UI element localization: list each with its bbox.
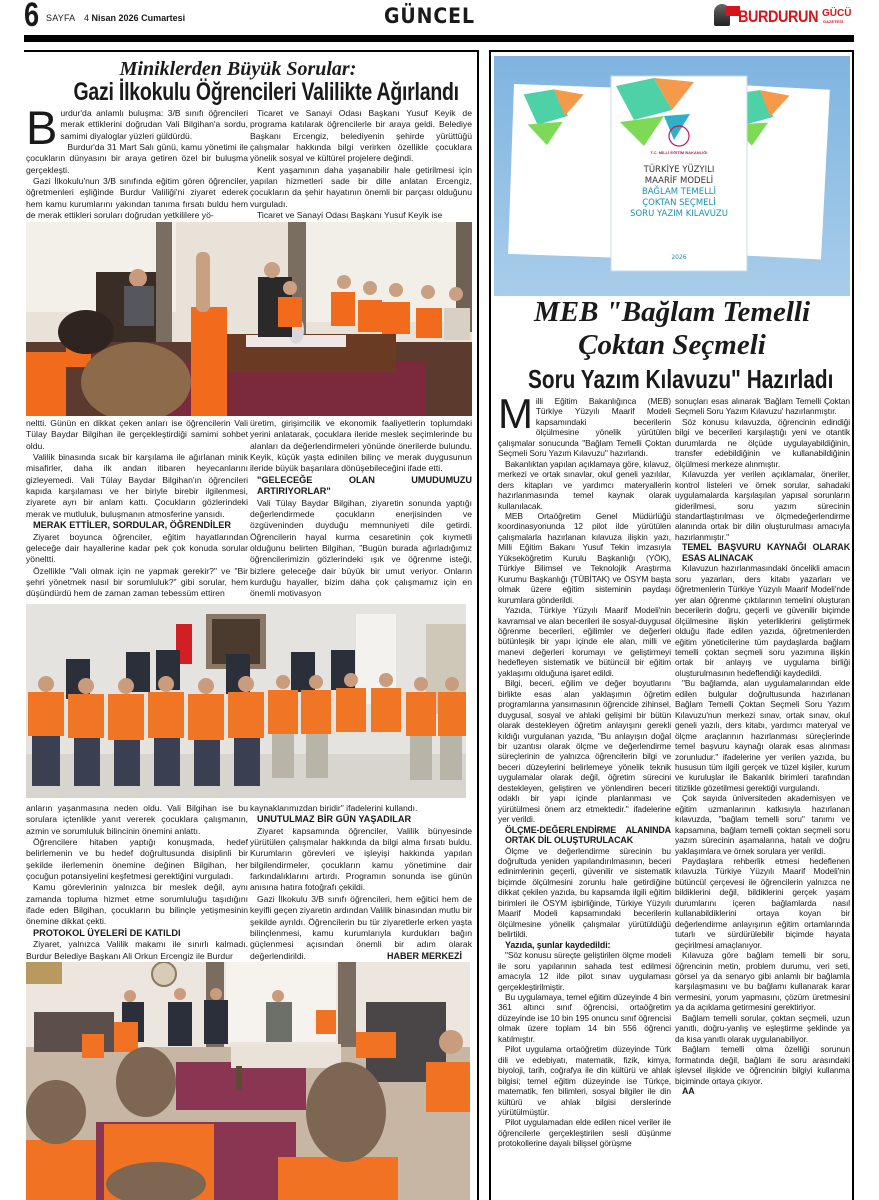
right-col2 — [675, 396, 850, 1097]
paragraph: Söz konusu kılavuzda, öğrencinin edindiği bilgi ve becerileri karşılaştığı yeni ve otantik durumlarda ne ölçüde uygulayabildiğinin, transfer edebildiğinin ve kullanabildiğinin ölçülmesi merkeze alınmıştır. — [675, 416, 850, 469]
date-weekday: Cumartesi — [141, 13, 186, 23]
paragraph: Kent yaşamının daha yaşanabilir hale getirilmesi için yapılan hizmetleri sade bir dille anlatan Ercengiz, çocukların da şehir hayatının önemli bir parçası olduğunu vurguladı. — [250, 164, 472, 209]
paragraph: Burdur'da 31 Mart Salı günü, kamu yönetimi ile çocukların dünyasını bir araya getiren özel bir buluşma gerçekleşti. — [26, 142, 248, 175]
page-number: 6 — [24, 0, 40, 34]
article-headline-part1 — [492, 296, 852, 362]
photo-students-in-office — [26, 222, 472, 416]
paragraph: Öğrencilere hitaben yaptığı konuşmada, hedef belirlemenin ve bu hedef doğrultusunda disiplinli bir şekilde ilerlemenin önemine değinen Bilgihan, her çocuğun potansiyelini keşfetmesi gerektiğini vurguladı. — [26, 837, 248, 882]
left-col2-top — [250, 108, 472, 221]
subheading: PROTOKOL ÜYELERİ DE KATILDI — [33, 927, 181, 938]
left-col1-top — [26, 101, 248, 221]
header-rule — [24, 35, 854, 42]
paragraph: Ziyaret, yalnızca Valilik makamı ile sınırlı kalmadı. Burdur Belediye Başkanı Ali Orkun Ercengiz ile Burdur — [26, 939, 248, 961]
paragraph: Kılavuzun hazırlanmasındaki öncelikli amacın soru yazarları, ders kitabı yazarları ve öğretmenlerin Türkiye Yüzyılı Maarif Modeli'nde yer alan öğrenme çıktılarının temelini oluşturan becerilerin doğru, geçerli ve güvenilir biçimde ölçülmesine ilişkin yeterliklerini geliştirmek olduğu ifade edilen yazıda, öğretmenlerden eğitim yöneticilerine tüm paydaşlarda bağlam temelli çoktan seçmeli soru yazımına ilişkin ortak bir anlayış ve uygulama birliği oluşturulmasının hedeflendiği kaydedildi. — [675, 563, 850, 678]
paragraph: anların yaşanmasına neden oldu. Vali Bilgihan ise bu sorulara içtenlikle yanıt vererek çocuklara çalışmanın, azmin ve sorumluluk bilincinin önemini anlattı. — [26, 803, 248, 836]
lead-paragraph: Burdur'da anlamlı buluşma: 3/B sınıfı öğrencileri merak ettiklerini doğrudan Vali Bilgihan'a sordu, samimi diyaloglar yüzleri güldürdü. — [26, 101, 248, 154]
photo-group-portrait — [26, 604, 466, 798]
lead-paragraph: Milli Eğitim Bakanlığınca (MEB) Türkiye Yüzyılı Maarif Modeli kapsamındaki becerilerin ölçülmesine yönelik yürütülen çalışmalar sonucunda "Bağlam Temelli Çoktan Seçmeli Soru Yazım Kılavuzu" hazırlandı. — [498, 390, 671, 459]
cover-line1: TÜRKİYE YÜZYILI — [643, 165, 715, 175]
paragraph: Bağlam temelli sorular, çoktan seçmeli, uzun yanıtlı, doğru-yanlış ve eşleştirme şeklinde ya da kısa yanıtlı olarak uygulanabiliyor. — [675, 1012, 850, 1044]
cover-line4: ÇOKTAN SEÇMELİ — [642, 198, 716, 208]
paragraph: Ticaret ve Sanayi Odası Başkanı Yusuf Keyik de programa katılarak öğrencilerle bir araya geldi. Belediye Başkanı Ercengiz, belediyenin şehirde yürüttüğü çalışmalar hakkında bilgi verirken özellikle çocuklara yönelik sosyal ve kültürel projelere değindi. — [250, 108, 472, 164]
paragraph: Özellikle "Vali olmak için ne yapmak gerekir?" ve "Bir şehri yönetmek nasıl bir sorumluluk?" gibi sorular, hem düşündürdü hem de zaman zaman tebessüm ettiren — [26, 565, 248, 599]
paragraph: Kılavuzda yer verilen açıklamalar, öneriler, kontrol listeleri ve örnek sorular, sahadaki uygulamalarda karşılaşılan yapısal sorunların giderilmesi, soru yazım sürecinin standartlaştırılması ve ölçmedeğerlendirme alanında ortak bir dilin oluşturulması amacıyla hazırlanmıştır." — [675, 469, 850, 542]
paragraph: Vali Tülay Baydar Bilgihan, ziyaretin sonunda yaptığı değerlendirmede çocukların enerjisinden ve özgüveninden duyduğu memnuniyeti dile getirdi. Öğrencilerin hayal kurma cesaretinin çok kıymetli olduğunu belirten Bilgihan, "Bugün burada ağırladığımız öğrencilerimizin gözlerindeki ışık ve öğrenme isteği, bizlere geleceğe dair büyük bir umut veriyor. Onların kurduğu hayaller, bizim daha çok çalışmamız için en önemli motivasyon — [250, 497, 472, 599]
paragraph: Ziyaret boyunca öğrenciler, eğitim hayatlarından geleceğe dair hayallerine kadar pek çok konuda sorular yöneltti. — [26, 531, 248, 565]
subheading: Yazıda, şunlar kaydedildi: — [505, 939, 611, 950]
subheading: "GELECEĞE OLAN UMUDUMUZU ARTIRIYORLAR" — [257, 474, 472, 497]
newspaper-logo[interactable] — [714, 3, 854, 27]
logo-sub: GÜCÜ — [822, 8, 852, 19]
paragraph: Gazi İlkokulu'nun 3/B sınıfında eğitim gören öğrenciler, öğretmenleri eşliğinde Burdur Valiliği'ni ziyaret ederek hem kamu kurumlarını yakından tanıma fırsatı buldu hem de merak ettikleri soruları doğrudan yetkililere yö- — [26, 176, 248, 221]
byline: HABER MERKEZİ — [386, 950, 462, 961]
cover-year: 2026 — [671, 254, 687, 261]
paragraph: Bağlam temelli olma özelliği sorunun formatında değil, bağlam ile soru arasındaki işlevsel ilişkide ve öğrencinin bilgiyi kullanma biçiminde ortaya çıkıyor. — [675, 1044, 850, 1086]
paragraph: Bilgi, beceri, eğilim ve değer boyutlarını birlikte esas alan yaklaşımın öğretim programlarına yansımasının öğrencide zihinsel, duygusal, sosyal ve ahlaki gelişimi bir bütün olarak destekleyen öğretim anlayışını gerekli kıldığı vurgulanan yazıda, "Bu anlayışın doğal bir uzantısı olarak ölçme ve değerlendirme süreçlerinin de yalnızca öğrencilerin bilgi ve beceri düzeylerini belirlemeye yönelik teknik uygulamalar olarak değil, öğretim sürecini destekleyen, geliştiren ve yönlendiren beceri odaklı bir yapı içinde planlanması ve yürütülmesi önem arz etmektedir." ifadelerine yer verildi. — [498, 678, 671, 825]
left-col2-mid — [250, 418, 472, 600]
section-title: GÜNCEL — [384, 4, 475, 28]
paragraph: Ticaret ve Sanayi Odası Başkanı Yusuf Keyik ise — [257, 210, 443, 221]
paragraph: MEB Ortaöğretim Genel Müdürlüğü koordinasyonunda 12 pilot ilde yürütülen çalışmalarla hazırlanan kılavuza ilişkin yazı, Milli Eğitim Bakanı Yusuf Tekin imzasıyla Yükseköğretim Kurulu Başkanlığı (YÖK), Türkiye Bilimsel ve Teknolojik Araştırma Kurumu Başkanlığı (TÜBİTAK) ve ÖSYM başta olmak üzere eğitim sisteminin paydaşı kurumlara gönderildi. — [498, 510, 671, 605]
article-headline: Gazi İlkokulu Öğrencileri Valilikte Ağırlandı — [73, 78, 459, 106]
logo-small: GAZETESİ — [823, 19, 844, 24]
paragraph: Gazi İlkokulu 3/B sınıfı öğrencileri, hem eğitici hem de keyifli geçen ziyaretin ardından Valilik binasından mutlu bir şekilde ayrıldı. Öğrencilerin bu tür ziyaretlerle erken yaşta bilinçlenmesi, kamu kurumlarıyla kurdukları bağın güçlenmesi açısından önemli bir adım olarak değerlendirildi. — [250, 893, 472, 961]
cover-line3: BAĞLAM TEMELLİ — [641, 187, 717, 197]
headline-line2: Çoktan Seçmeli — [578, 329, 766, 361]
article-headline-part2: Soru Yazım Kılavuzu" Hazırladı — [528, 364, 834, 394]
paragraph: sonuçları esas alınarak 'Bağlam Temelli Çoktan Seçmeli Soru Yazım Kılavuzu' hazırlanmıştır. — [675, 396, 850, 417]
masthead — [24, 0, 854, 32]
cover-line2: MAARİF MODELİ — [644, 176, 714, 186]
paragraph: Yazıda, Türkiye Yüzyılı Maarif Modeli'nin kavramsal ve alan becerileri ile sosyal-duygusal öğrenme becerileri, eğilimler ve değerleri bütünleşik bir yapı içinde ele alan, milli ve manevi değerleri korumayı ve geliştirmeyi hedefleyen sistematik ve bütüncül bir eğitim yaklaşımı olduğuna işaret edildi. — [498, 605, 671, 678]
paragraph: Bu uygulamaya, temel eğitim düzeyinde 4 bin 361 altıncı sınıf öğrencisi, ortaöğretim düzeyinde ise 10 bin 195 onuncu sınıf öğrencisi olmak üzere toplam 14 bin 556 öğrenci katılmıştır. — [498, 991, 671, 1044]
cover-ministry: T.C. MİLLİ EĞİTİM BAKANLIĞI — [650, 150, 708, 155]
left-col2-bottom — [250, 803, 472, 962]
logo-main: BURDURUN — [738, 7, 819, 26]
page-label: SAYFA — [46, 13, 76, 23]
paragraph: Çok sayıda üniversiteden akademisyen ve eğitim uzmanlarının katkısıyla hazırlanan kılavuzda, "bağlam temelli soru" tanımı ve kapsamına, bağlam temelli çoktan seçmeli soru yazım sürecinin aşamalarına, hatalı ve doğru yaklaşımlara ve örnek sorulara yer verildi. — [675, 793, 850, 856]
paragraph: Kılavuza göre bağlam temelli bir soru, öğrencinin metin, problem durumu, veri seti, görsel ya da senaryo gibi anlamlı bir bağlamla karşılaşmasını ve bu bağlamı kullanarak karar vermesini, yorum yapmasını, çözüm üretmesini ya da açıklama getirmesini gerektiriyor. — [675, 950, 850, 1013]
paragraph: Ölçme ve değerlendirme sürecinin bu doğrultuda yeniden yapılandırılmasının, beceri edinimlerinin geçerli, güvenilir ve sistematik biçimde ölçülmesini zorunlu hale getirdiğine dikkat çekilen yazıda, bu kapsamda ilgili eğitim birimleri ile ÖSYM işbirliğinde, Türkiye Yüzyılı Maarif Modeli kapsamındaki becerilerin ölçülmesine yönelik çalışmalar yürütüldüğü belirtildi. — [498, 845, 671, 940]
photo-meeting-with-governor — [26, 962, 470, 1200]
article-kicker: Miniklerden Büyük Sorular: — [119, 58, 357, 80]
right-col1 — [498, 390, 671, 1149]
paragraph: Valilik binasında sıcak bir karşılama ile ağırlanan minik misafirler, daha ilk andan itibaren heyecanlarını gizleyemedi. Vali Tülay Baydar Bilgihan'ın öğrencileri kapıda karşılaması ve her biriyle birebir ilgilenmesi, ziyarete ayrı bir anlam kattı. Çocukların gözlerindeki merak ve mutluluk, buluşmanın atmosferine yansıdı. — [26, 452, 248, 519]
paragraph: neltti. Günün en dikkat çeken anları ise öğrencilerin Vali Tülay Baydar Bilgihan ile gerçekleştirdiği samimi sohbet oldu. — [26, 418, 248, 451]
byline: AA — [682, 1086, 695, 1096]
subheading: ÖLÇME-DEĞERLENDİRME ALANINDA ORTAK DİL OLUŞTURULACAK — [505, 824, 671, 846]
dropcap: M — [498, 390, 533, 437]
subheading: UNUTULMAZ BİR GÜN YAŞADILAR — [257, 814, 412, 825]
paragraph: Paydaşlara rehberlik etmesi hedeflenen kılavuzla Türkiye Yüzyılı Maarif Modeli'nin bütüncül çerçevesi ile öğrencilerin yalnızca ne bildiklerini değil, bildiklerini gerçek yaşam durumlarını içeren bağlamlarda nasıl kullanabildiklerini ortaya koyan bir değerlendirme anlayışının eğitim ortamlarında tutarlı ve sürdürülebilir biçimde hayata geçirilmesi amaçlanıyor. — [675, 856, 850, 950]
paragraph: Pilot uygulama ortaöğretim düzeyinde Türk dili ve edebiyatı, matematik, fizik, kimya, biyoloji, tarih, coğrafya ile din kültürü ve ahlak bilgisi; temel eğitim düzeyinde ise Türkçe, matematik, fen bilimleri, sosyal bilgiler ile din kültürü ve ahlak bilgisi derslerinde yürütülmüştür. — [498, 1044, 671, 1117]
dropcap: B — [26, 101, 58, 154]
paragraph: "Söz konusu süreçte geliştirilen ölçme modeli ile soru yapılarının sahada test edilmesi amacıyla 12 ilde pilot sınav uygulaması gerçekleştirilmiştir. — [498, 950, 671, 992]
left-col1-mid — [26, 418, 248, 600]
paragraph: Ziyaret kapsamında öğrenciler, Valilik bünyesinde yürütülen çalışmalar hakkında da bilgi alma fırsatı buldu. Kurumların görevleri ve işleyişi hakkında yapılan bilgilendirmeler, çocukların kamu yönetimine dair farkındalıklarını artırdı. Programın sonunda ise günün anısına hatıra fotoğrafı çekildi. — [250, 825, 472, 893]
paragraph: Bakanlıktan yapılan açıklamaya göre, kılavuz, merkezi ve ortak sınavlar, okul geneli yazılılar, ders kitapları ve yardımcı materyallerin hazırlanmasında temel kaynak olarak kullanılacak. — [498, 458, 671, 511]
paragraph: Pilot uygulamadan elde edilen nicel veriler ile öğrencilerle gerçekleştirilen sesli düşünme protokollerine dayalı bilişsel görüşme — [498, 1117, 671, 1149]
date-month-year: Nisan 2026 — [91, 13, 139, 23]
subheading: MERAK ETTİLER, SORDULAR, ÖĞRENDİLER — [33, 520, 232, 531]
photo-guide-covers — [494, 56, 850, 296]
headline-line1: MEB "Bağlam Temelli — [533, 296, 811, 328]
date-day: 4 — [84, 13, 90, 23]
cover-line5: SORU YAZIM KILAVUZU — [630, 209, 728, 219]
paragraph: kaynaklarımızdan biridir" ifadelerini kullandı. — [250, 803, 418, 813]
paragraph: üretim, girişimcilik ve ekonomik faaliyetlerin toplumdaki yerini anlatarak, çocuklara ileride meslek seçimlerinde bu alanları da değerlendirmeleri yönünde önerilerde bulundu. Keyik, küçük yaşta edinilen bilinç ve merak duygusunun ileride büyük başarılara dönüşebileceğini ifade etti. — [250, 418, 472, 474]
subheading: TEMEL BAŞVURU KAYNAĞI OLARAK ESAS ALINACAK — [682, 542, 850, 563]
paragraph: Kamu görevlerinin yalnızca bir meslek değil, aynı zamanda topluma hizmet etme sorumluluğu taşıdığını ifade eden Bilgihan, çocukların bu bilinçle yetişmesinin önemine dikkat çekti. — [26, 882, 248, 927]
paragraph: "Bu bağlamda, alan uygulamalarından elde edilen bulgular doğrultusunda hazırlanan Bağlam Temelli Çoktan Seçmeli Soru Yazım Kılavuzu'nun merkezi sınav, ortak sınav, okul geneli yazılı, ders kitabı, yardımcı materyal ve ölçme araçlarının hazırlanması süreçlerinde temel başvuru kaynağı olarak esas alınması zorunludur." ifadelerine yer verilen yazıda, bu hususun tüm ilgili gerçek ve tüzel kişiler, kurum ve kuruluşlar ile Bakanlık birimleri tarafından titizlikle gözetilmesi gerektiği vurgulandı. — [675, 678, 850, 793]
left-col1-bottom — [26, 803, 248, 962]
issue-date — [84, 13, 185, 23]
